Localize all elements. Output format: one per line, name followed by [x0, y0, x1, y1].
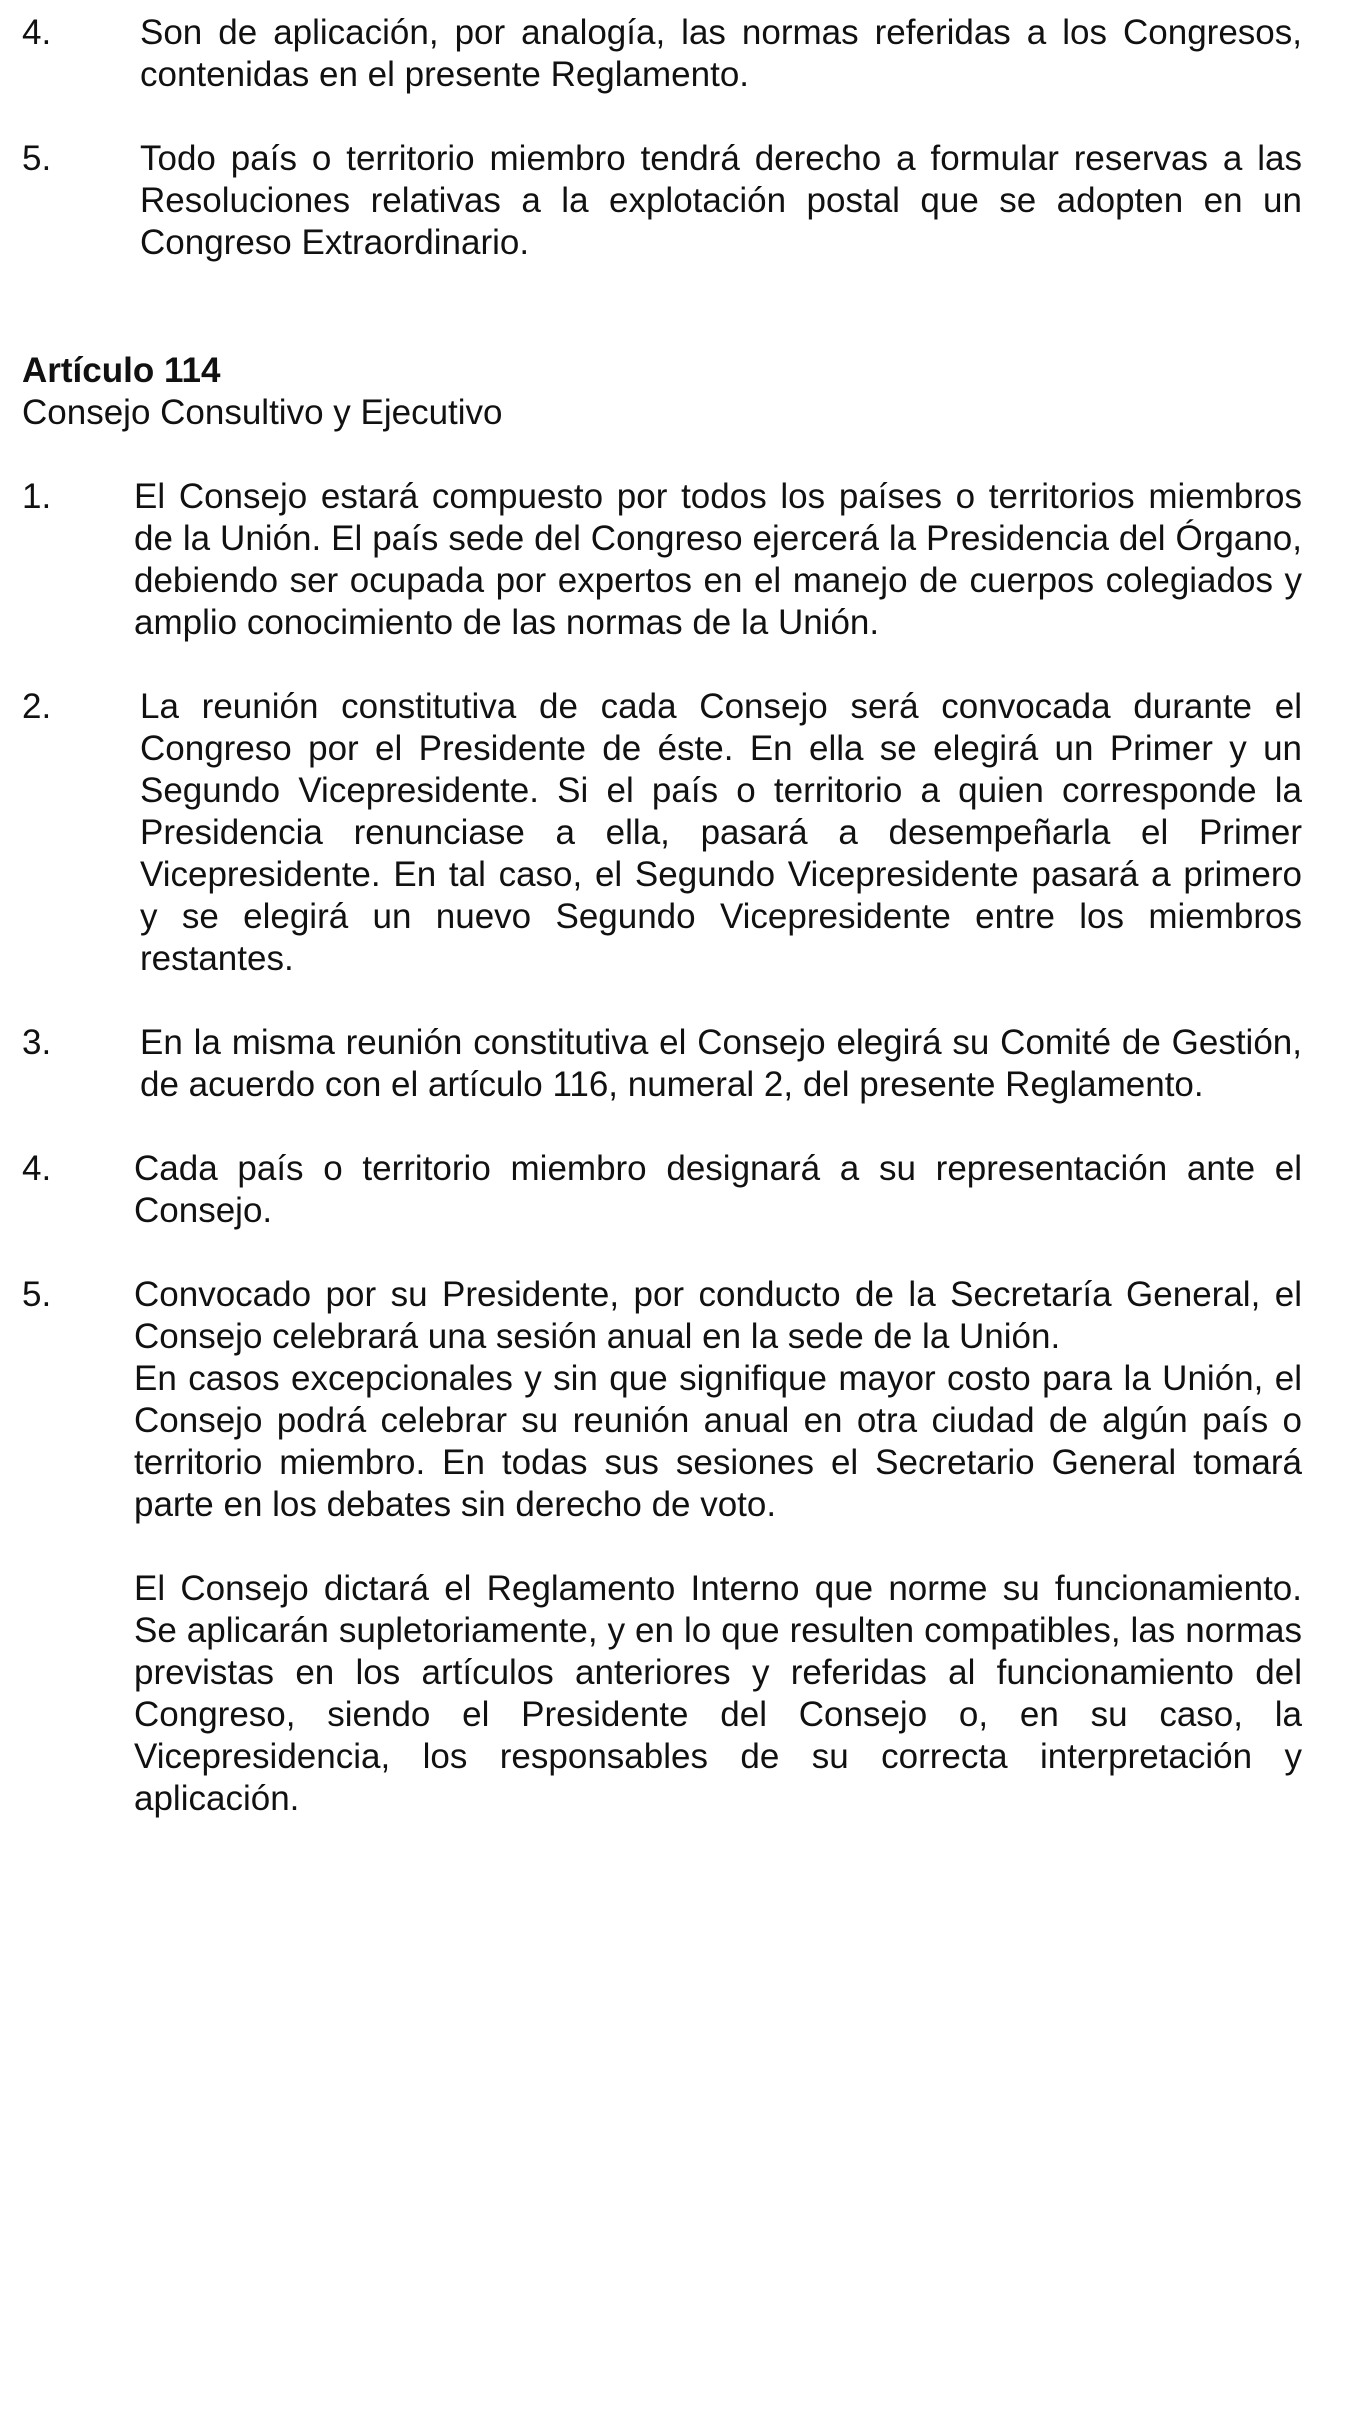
list-item	[22, 476, 1302, 644]
item-continuation: En casos excepcionales y sin que signifique mayor costo para la Unión, el Consejo podrá celebrar su reunión anual en otra ciudad de algún país o territorio miembro. En todas sus sesiones el Secretario General tomará parte en los debates sin derecho de voto.	[134, 1359, 1302, 1524]
item-number: 2.	[22, 687, 52, 726]
list-item	[22, 1148, 1302, 1232]
item-text: El Consejo estará compuesto por todos los países o territorios miembros de la Unión. El país sede del Congreso ejercerá la Presidencia del Órgano, debiendo ser ocupada por expertos en el manejo de cuerpos colegiados y amplio conocimiento de las normas de la Unión.	[134, 477, 1302, 642]
item-text: Cada país o territorio miembro designará a su representación ante el Consejo.	[134, 1149, 1302, 1230]
item-text: Todo país o territorio miembro tendrá derecho a formular reservas a las Resoluciones relativas a la explotación postal que se adopten en un Congreso Extraordinario.	[140, 139, 1302, 262]
item-text: La reunión constitutiva de cada Consejo será convocada durante el Congreso por el Presidente de éste. En ella se elegirá un Primer y un Segundo Vicepresidente. Si el país o territorio a quien corresponde la Presidencia renunciase a ella, pasará a desempeñarla el Primer Vicepresidente. En tal caso, el Segundo Vicepresidente pasará a primero y se elegirá un nuevo Segundo Vicepresidente entre los miembros restantes.	[140, 687, 1302, 978]
article-title: Artículo 114	[22, 351, 221, 390]
list-item	[22, 138, 1302, 264]
item-number: 5.	[22, 139, 52, 178]
item-number: 5.	[22, 1275, 52, 1314]
list-item	[22, 12, 1302, 96]
list-item	[22, 1274, 1302, 1358]
list-item	[22, 686, 1302, 980]
item-text: En la misma reunión constitutiva el Consejo elegirá su Comité de Gestión, de acuerdo con el artículo 116, numeral 2, del presente Reglamento.	[140, 1023, 1302, 1104]
item-number: 1.	[22, 477, 52, 516]
document-page	[22, 12, 1302, 1820]
item-number: 4.	[22, 1149, 52, 1188]
item-number: 4.	[22, 13, 52, 52]
item-text: Son de aplicación, por analogía, las normas referidas a los Congresos, contenidas en el presente Reglamento.	[140, 13, 1302, 94]
article-subtitle: Consejo Consultivo y Ejecutivo	[22, 393, 503, 432]
list-item	[22, 1022, 1302, 1106]
closing-paragraph: El Consejo dictará el Reglamento Interno que norme su funcionamiento. Se aplicarán supletoriamente, y en lo que resulten compatibles, las normas previstas en los artículos anteriores y referidas al funcionamiento del Congreso, siendo el Presidente del Consejo o, en su caso, la Vicepresidencia, los responsables de su correcta interpretación y aplicación.	[134, 1569, 1302, 1818]
item-number: 3.	[22, 1023, 52, 1062]
item-text: Convocado por su Presidente, por conducto de la Secretaría General, el Consejo celebrará una sesión anual en la sede de la Unión.	[134, 1275, 1302, 1356]
